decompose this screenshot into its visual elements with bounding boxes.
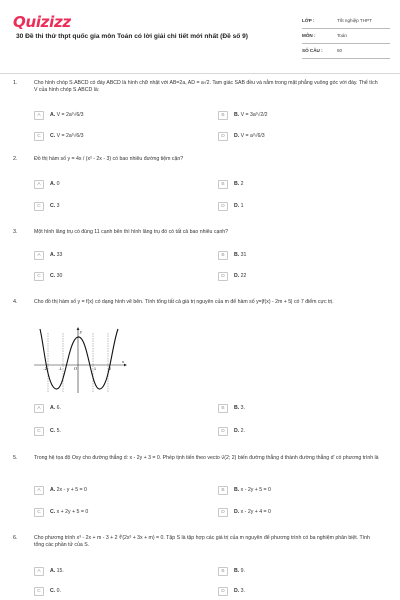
option-c[interactable] xyxy=(34,271,184,283)
option-letter-box: A xyxy=(34,567,44,576)
question-1 xyxy=(13,80,390,150)
option-text: 3. xyxy=(240,588,245,594)
worksheet-title: 30 Đề thi thử thpt quốc gia môn Toán có lời giải chi tiết mới nhất (Đề số 9) xyxy=(16,33,249,40)
option-text: 0. xyxy=(56,588,61,594)
y-axis-label: y xyxy=(80,329,82,334)
option-label: D. xyxy=(234,509,240,515)
x-tick-label: -1 xyxy=(58,367,62,371)
option-text: V = a³√6/3 xyxy=(240,133,265,139)
x-axis-label: x xyxy=(122,359,124,364)
option-text: 5. xyxy=(56,428,61,434)
option-a[interactable] xyxy=(34,250,184,262)
option-text: 2 xyxy=(240,181,244,187)
option-label: D. xyxy=(234,203,240,209)
option-letter-box: C xyxy=(34,508,44,517)
question-number: 3. xyxy=(13,229,18,235)
option-c[interactable] xyxy=(34,586,184,598)
quizizz-logo: Quizizz xyxy=(13,13,71,31)
option-letter-box: B xyxy=(218,567,228,576)
option-letter-box: C xyxy=(34,202,44,211)
option-b[interactable] xyxy=(218,179,368,191)
option-c[interactable] xyxy=(34,201,184,213)
x-tick-label: -2 xyxy=(43,367,47,371)
option-text: 22 xyxy=(240,273,247,279)
option-text: 9. xyxy=(240,568,245,574)
meta-value: 50 xyxy=(337,47,343,53)
option-d[interactable] xyxy=(218,271,368,283)
option-letter-box: B xyxy=(218,404,228,413)
option-d[interactable] xyxy=(218,507,368,519)
question-2 xyxy=(13,156,390,216)
option-text: 3 xyxy=(56,203,60,209)
option-label: D. xyxy=(234,133,240,139)
option-letter-box: A xyxy=(34,251,44,260)
meta-value: Tốt nghiệp THPT xyxy=(337,17,372,23)
option-letter-box: D xyxy=(218,427,228,436)
option-label: D. xyxy=(234,428,240,434)
question-5 xyxy=(13,455,390,525)
header-divider xyxy=(0,73,400,74)
option-letter-box: D xyxy=(218,272,228,281)
option-letter-box: D xyxy=(218,132,228,141)
question-text: Đồ thị hàm số y = 4x / (x² - 2x - 3) có bao nhiêu đường tiệm cận? xyxy=(34,156,184,162)
option-label: B. xyxy=(234,487,240,493)
option-letter-box: D xyxy=(218,587,228,596)
option-b[interactable] xyxy=(218,566,368,578)
option-label: C. xyxy=(50,273,56,279)
option-label: C. xyxy=(50,509,56,515)
option-a[interactable] xyxy=(34,110,184,122)
option-label: D. xyxy=(234,273,240,279)
x-tick-label: 2 xyxy=(109,367,111,371)
option-b[interactable] xyxy=(218,485,368,497)
option-letter-box: D xyxy=(218,508,228,517)
option-a[interactable] xyxy=(34,566,184,578)
question-text: Một hình lăng trụ có đúng 11 cạnh bên thì hình lăng trụ đó có tất cả bao nhiêu cạnh? xyxy=(34,229,228,235)
option-label: B. xyxy=(234,112,240,118)
question-number: 1. xyxy=(13,80,18,86)
meta-value: Toán xyxy=(337,32,347,38)
option-letter-box: A xyxy=(34,180,44,189)
option-letter-box: B xyxy=(218,251,228,260)
option-label: A. xyxy=(50,112,56,118)
option-c[interactable] xyxy=(34,507,184,519)
meta-key: SỐ CÂU : xyxy=(302,47,323,53)
option-text: 1 xyxy=(240,203,244,209)
option-b[interactable] xyxy=(218,403,368,415)
option-text: x - 2y + 4 = 0 xyxy=(240,509,271,515)
option-text: x + 2y + 5 = 0 xyxy=(56,509,89,515)
option-letter-box: C xyxy=(34,272,44,281)
question-text: Trong hệ tọa độ Oxy cho đường thẳng d: x - 2y + 3 = 0. Phép tịnh tiến theo vecto v⃗(2; 2) biến đường thẳng d thành đường thẳng d' có phương trình là xyxy=(34,455,379,461)
function-curve xyxy=(40,329,118,389)
meta-row-class xyxy=(302,14,390,29)
option-text: 30 xyxy=(56,273,63,279)
question-text: Cho đồ thị hàm số y = f(x) có dạng hình vẽ bên. Tính tổng tất cả giá trị nguyên của m để hàm số y=|f(x) - 2m + 5| có 7 điểm cực trị. xyxy=(34,299,334,305)
option-label: A. xyxy=(50,252,56,258)
meta-row-count xyxy=(302,44,390,59)
option-b[interactable] xyxy=(218,250,368,262)
option-label: C. xyxy=(50,588,56,594)
option-label: A. xyxy=(50,568,56,574)
option-text: V = 2a³√6/3 xyxy=(56,133,84,139)
option-c[interactable] xyxy=(34,131,184,143)
question-number: 6. xyxy=(13,535,18,541)
meta-key: MÔN : xyxy=(302,32,316,38)
option-d[interactable] xyxy=(218,131,368,143)
meta-row-subject xyxy=(302,29,390,44)
question-number: 4. xyxy=(13,299,18,305)
question-6 xyxy=(13,535,390,600)
option-c[interactable] xyxy=(34,426,184,438)
option-letter-box: B xyxy=(218,180,228,189)
option-d[interactable] xyxy=(218,426,368,438)
question-number: 5. xyxy=(13,455,18,461)
function-graph xyxy=(32,325,128,395)
question-text: Cho phương trình x³ - 2x + m - 3 + 2 ∜(2x³ + 3x + m) = 0. Tập S là tập hợp các giá trị của m nguyên để phương trình có ba nghiệm phân biệt. Tính tổng các phần tử của S. xyxy=(34,535,370,549)
option-d[interactable] xyxy=(218,201,368,213)
option-label: A. xyxy=(50,181,56,187)
option-label: B. xyxy=(234,181,240,187)
option-label: A. xyxy=(50,405,56,411)
option-letter-box: D xyxy=(218,202,228,211)
option-text: V = 3a³√2/2 xyxy=(240,112,268,118)
option-label: C. xyxy=(50,133,56,139)
option-b[interactable] xyxy=(218,110,368,122)
option-label: B. xyxy=(234,568,240,574)
option-text: 3. xyxy=(240,405,245,411)
option-text: 2. xyxy=(240,428,245,434)
option-label: C. xyxy=(50,203,56,209)
option-letter-box: C xyxy=(34,587,44,596)
option-text: 6. xyxy=(56,405,61,411)
meta-table xyxy=(302,14,390,59)
option-text: 31 xyxy=(240,252,247,258)
option-text: 0 xyxy=(56,181,60,187)
y-axis-arrow xyxy=(77,327,80,330)
option-d[interactable] xyxy=(218,586,368,598)
option-label: D. xyxy=(234,588,240,594)
option-text: x - 2y + 5 = 0 xyxy=(240,487,271,493)
meta-key: LỚP : xyxy=(302,17,315,23)
option-letter-box: B xyxy=(218,111,228,120)
option-letter-box: A xyxy=(34,404,44,413)
option-text: V = 2a³√6/3 xyxy=(56,112,84,118)
option-text: 2x - y + 5 = 0 xyxy=(56,487,87,493)
option-letter-box: C xyxy=(34,132,44,141)
option-a[interactable] xyxy=(34,179,184,191)
x-tick-label: 1 xyxy=(94,367,96,371)
option-label: B. xyxy=(234,252,240,258)
option-text: 33 xyxy=(56,252,63,258)
option-text: 15. xyxy=(56,568,64,574)
option-letter-box: A xyxy=(34,111,44,120)
option-letter-box: A xyxy=(34,486,44,495)
option-a[interactable] xyxy=(34,485,184,497)
option-a[interactable] xyxy=(34,403,184,415)
x-axis-arrow xyxy=(124,364,127,367)
question-text: Cho hình chóp S.ABCD có đáy ABCD là hình chữ nhật với AB=2a, AD = a√2. Tam giác SAB đều và nằm trong mặt phẳng vuông góc với đáy. Thể tích V của hình chóp S.ABCD là: xyxy=(34,80,378,94)
question-3 xyxy=(13,229,390,289)
question-number: 2. xyxy=(13,156,18,162)
option-label: B. xyxy=(234,405,240,411)
option-label: A. xyxy=(50,487,56,493)
option-letter-box: C xyxy=(34,427,44,436)
origin-label: O xyxy=(74,366,77,371)
option-letter-box: B xyxy=(218,486,228,495)
option-label: C. xyxy=(50,428,56,434)
worksheet-header xyxy=(0,0,400,70)
